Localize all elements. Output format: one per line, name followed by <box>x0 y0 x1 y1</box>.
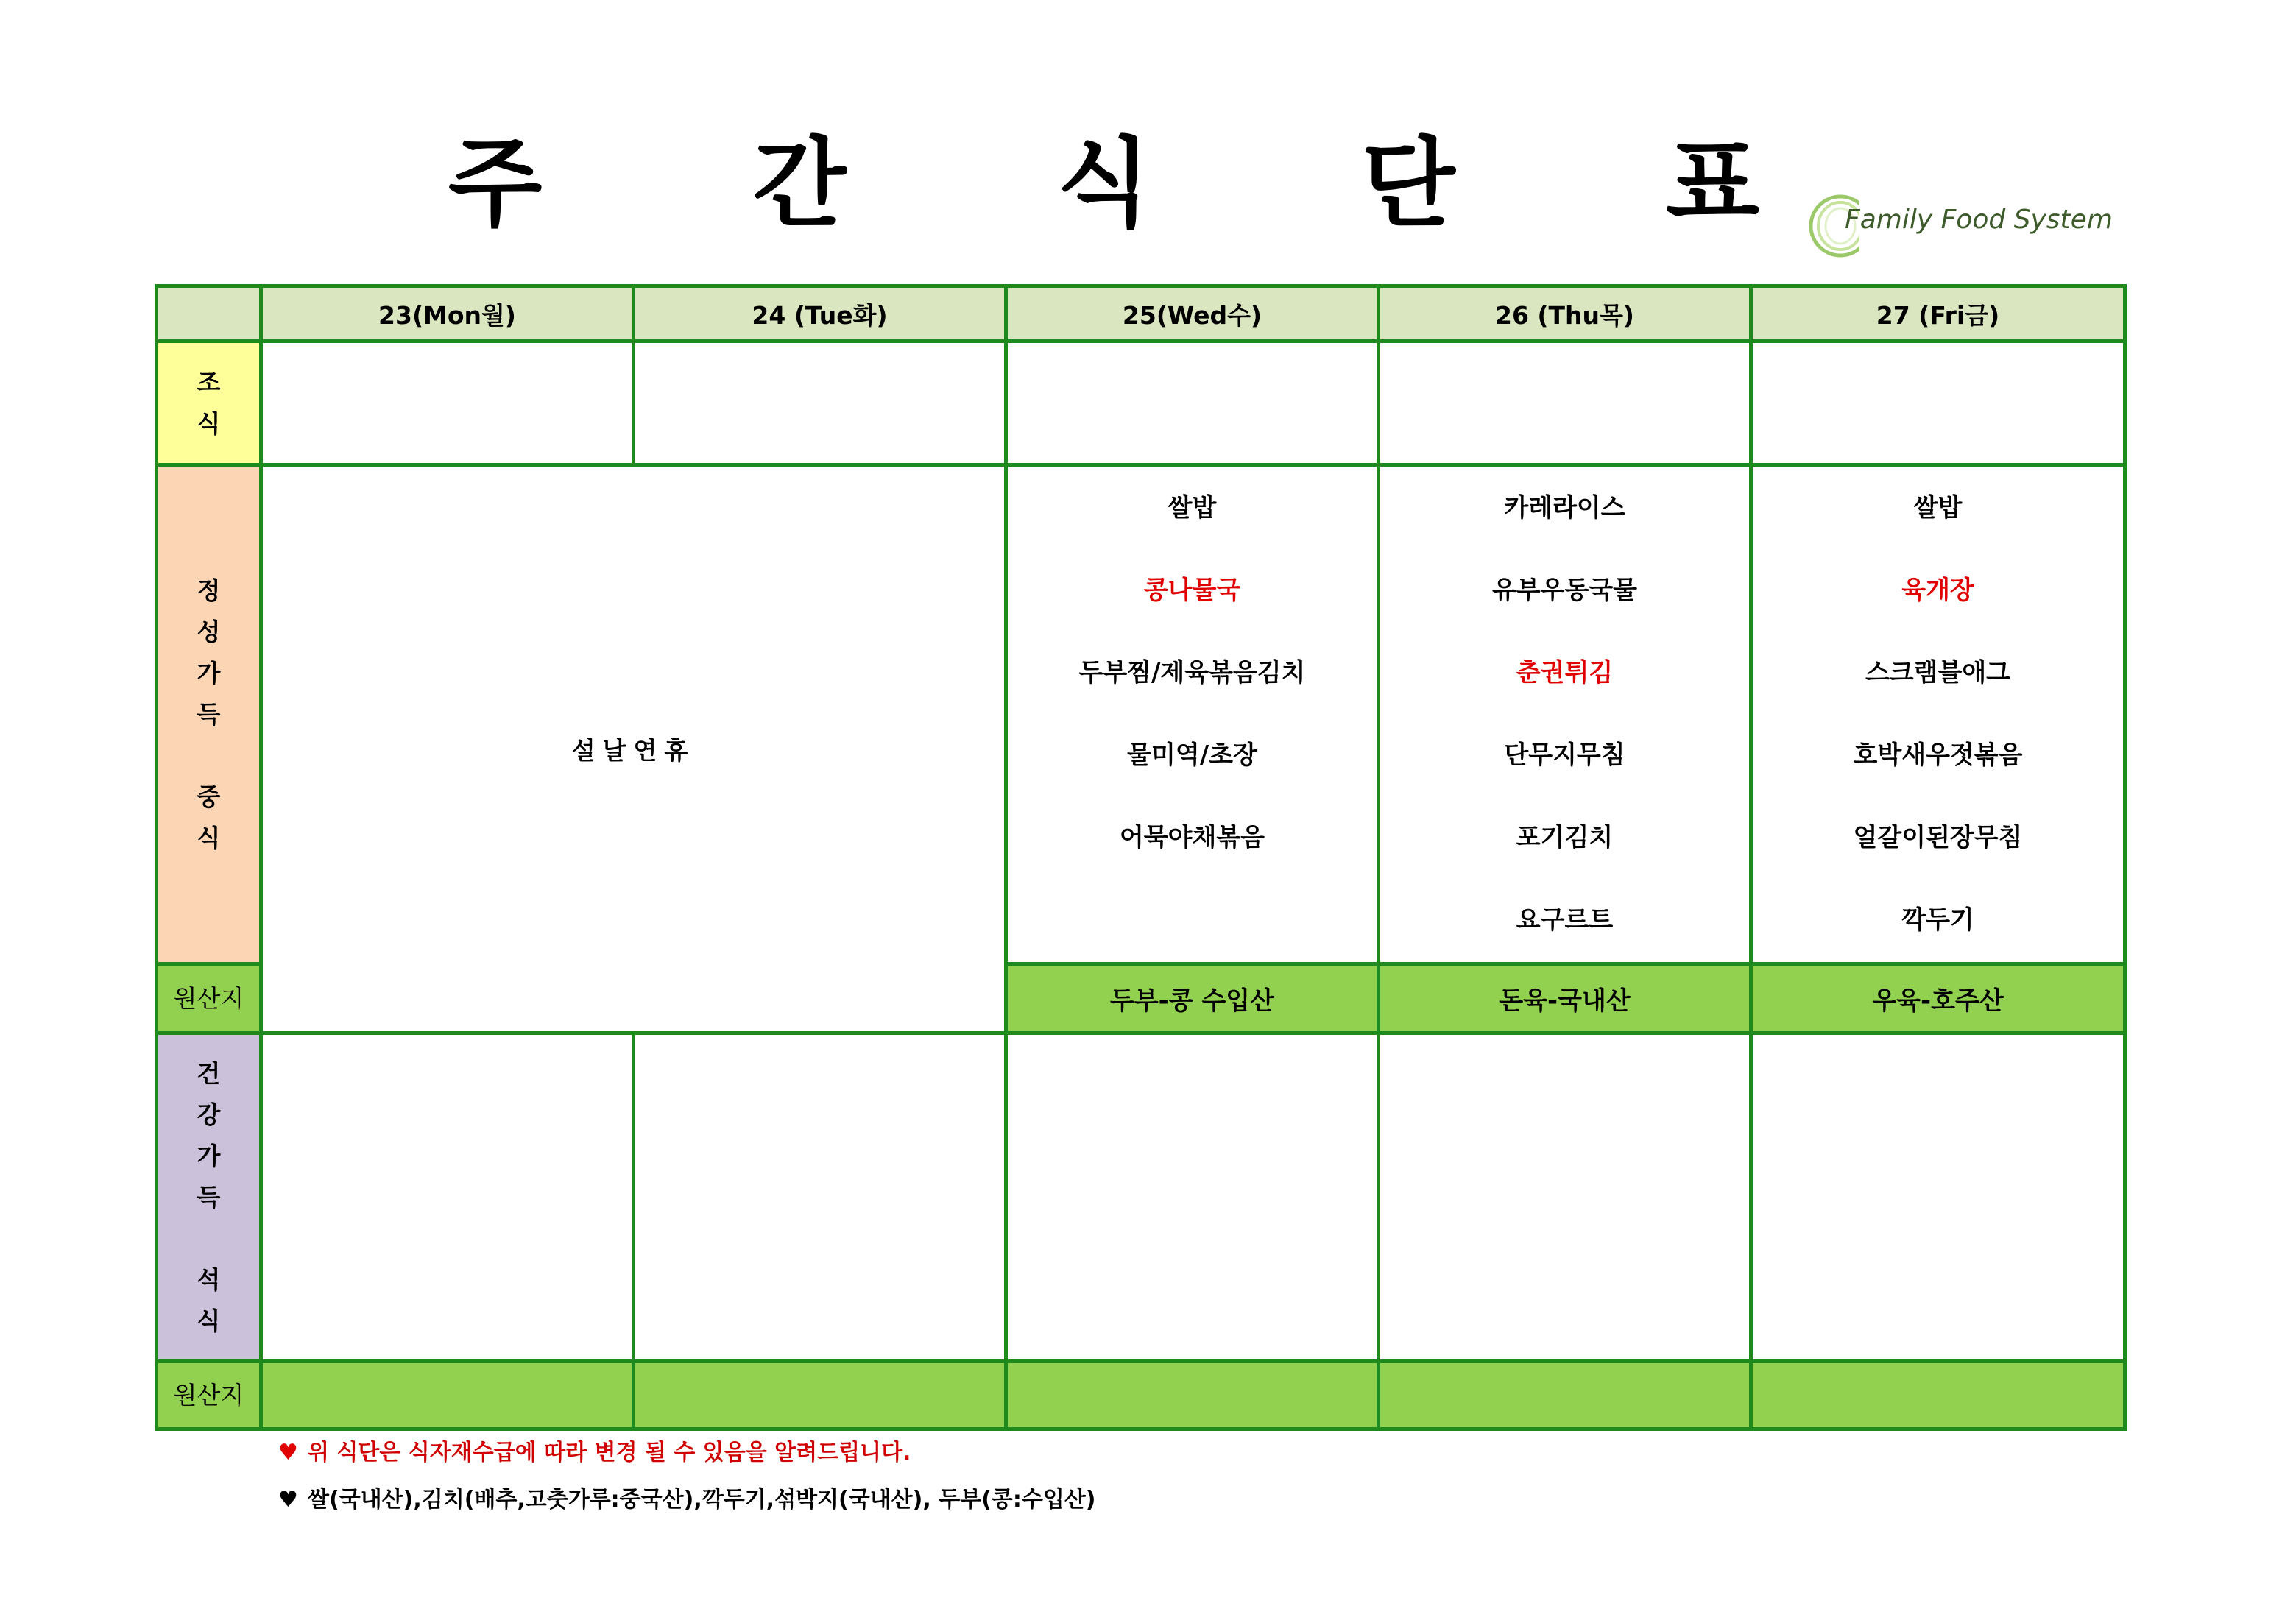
heart-icon: ♥ <box>278 1440 298 1465</box>
menu-item: 카레라이스 <box>1504 493 1625 523</box>
lunch-cell-thu <box>1379 465 1751 964</box>
note-text: 쌀(국내산),김치(배추,고춧가루:중국산),깍두기,섞박지(국내산), 두부(콩:수입산) <box>308 1487 1096 1513</box>
dinner-cell-fri <box>1751 1033 2125 1362</box>
weekly-menu-table <box>155 284 2127 1431</box>
menu-item: 쌀밥 <box>1168 493 1217 523</box>
dinner-label <box>157 1033 261 1362</box>
menu-item: 유부우동국물 <box>1491 576 1638 605</box>
page-title: 주 간 식 단 표 <box>448 127 1848 241</box>
day-header-wed: 25(Wed수) <box>1006 286 1379 342</box>
menu-item: 요구르트 <box>1516 905 1614 935</box>
dinner-label-line: 가 <box>197 1141 221 1170</box>
dinner-origin-fri <box>1751 1362 2125 1429</box>
day-header-thu: 26 (Thu목) <box>1379 286 1751 342</box>
dinner-cell-thu <box>1379 1033 1751 1362</box>
logo-text: Family Food System <box>1845 205 2113 235</box>
dinner-origin-tue <box>634 1362 1006 1429</box>
lunch-label-line: 정 <box>197 576 221 605</box>
breakfast-row <box>157 342 2125 465</box>
family-food-system-logo <box>1808 190 2114 262</box>
menu-item: 춘권튀김 <box>1516 658 1614 687</box>
dinner-origin-wed <box>1006 1362 1379 1429</box>
dinner-label-line: 식 <box>197 1306 221 1335</box>
lunch-origin-fri: 우육-호주산 <box>1751 964 2125 1033</box>
lunch-cell-wed <box>1006 465 1379 964</box>
breakfast-cell-mon <box>261 342 634 465</box>
lunch-origin-label: 원산지 <box>157 964 261 1033</box>
day-header-fri: 27 (Fri금) <box>1751 286 2125 342</box>
dinner-label-line: 건 <box>197 1058 221 1088</box>
lunch-origin-wed: 두부-콩 수입산 <box>1006 964 1379 1033</box>
breakfast-label-line: 조 <box>197 367 221 397</box>
menu-item: 육개장 <box>1901 576 1974 605</box>
notes <box>278 1429 1096 1524</box>
dinner-cell-mon <box>261 1033 634 1362</box>
breakfast-cell-wed <box>1006 342 1379 465</box>
breakfast-cell-thu <box>1379 342 1751 465</box>
lunch-label-line: 가 <box>197 658 221 687</box>
lunch-label-line: 식 <box>197 823 221 852</box>
breakfast-label <box>157 342 261 465</box>
menu-item: 깍두기 <box>1901 905 1974 935</box>
dinner-cell-wed <box>1006 1033 1379 1362</box>
menu-item: 스크램블애그 <box>1865 658 2011 687</box>
day-header-row <box>157 286 2125 342</box>
note-change-notice <box>278 1429 1096 1477</box>
dinner-cell-tue <box>634 1033 1006 1362</box>
dinner-origin-mon <box>261 1362 634 1429</box>
menu-item: 호박새우젓볶음 <box>1853 740 2023 770</box>
menu-item: 어묵야채볶음 <box>1119 823 1265 852</box>
dinner-origin-row <box>157 1362 2125 1429</box>
menu-item: 두부찜/제육볶음김치 <box>1078 658 1306 687</box>
breakfast-cell-tue <box>634 342 1006 465</box>
menu-item: 물미역/초장 <box>1127 740 1257 770</box>
day-header-mon: 23(Mon월) <box>261 286 634 342</box>
menu-item: 단무지무침 <box>1504 740 1625 770</box>
note-origin-info <box>278 1477 1096 1524</box>
lunch-label-line: 중 <box>197 782 221 811</box>
dinner-label-line: 석 <box>197 1265 221 1294</box>
menu-item: 콩나물국 <box>1143 576 1241 605</box>
holiday-cell: 설날연휴 <box>261 465 1006 1033</box>
note-text: 위 식단은 식자재수급에 따라 변경 될 수 있음을 알려드립니다. <box>308 1440 911 1465</box>
dinner-origin-label: 원산지 <box>157 1362 261 1429</box>
dinner-label-line: 득 <box>197 1182 221 1212</box>
breakfast-cell-fri <box>1751 342 2125 465</box>
lunch-origin-thu: 돈육-국내산 <box>1379 964 1751 1033</box>
dinner-origin-thu <box>1379 1362 1751 1429</box>
dinner-label-gap <box>158 1218 259 1259</box>
lunch-label-gap <box>158 735 259 777</box>
day-header-tue: 24 (Tue화) <box>634 286 1006 342</box>
lunch-label <box>157 465 261 964</box>
lunch-row <box>157 465 2125 964</box>
menu-item: 포기김치 <box>1516 823 1614 852</box>
lunch-label-line: 성 <box>197 617 221 646</box>
breakfast-label-line: 식 <box>197 409 221 438</box>
lunch-cell-fri <box>1751 465 2125 964</box>
lunch-label-line: 득 <box>197 699 221 729</box>
dinner-row <box>157 1033 2125 1362</box>
menu-item: 쌀밥 <box>1913 493 1963 523</box>
menu-item: 얼갈이된장무침 <box>1853 823 2023 852</box>
heart-icon: ♥ <box>278 1487 298 1513</box>
header-corner <box>157 286 261 342</box>
dinner-label-line: 강 <box>197 1100 221 1129</box>
